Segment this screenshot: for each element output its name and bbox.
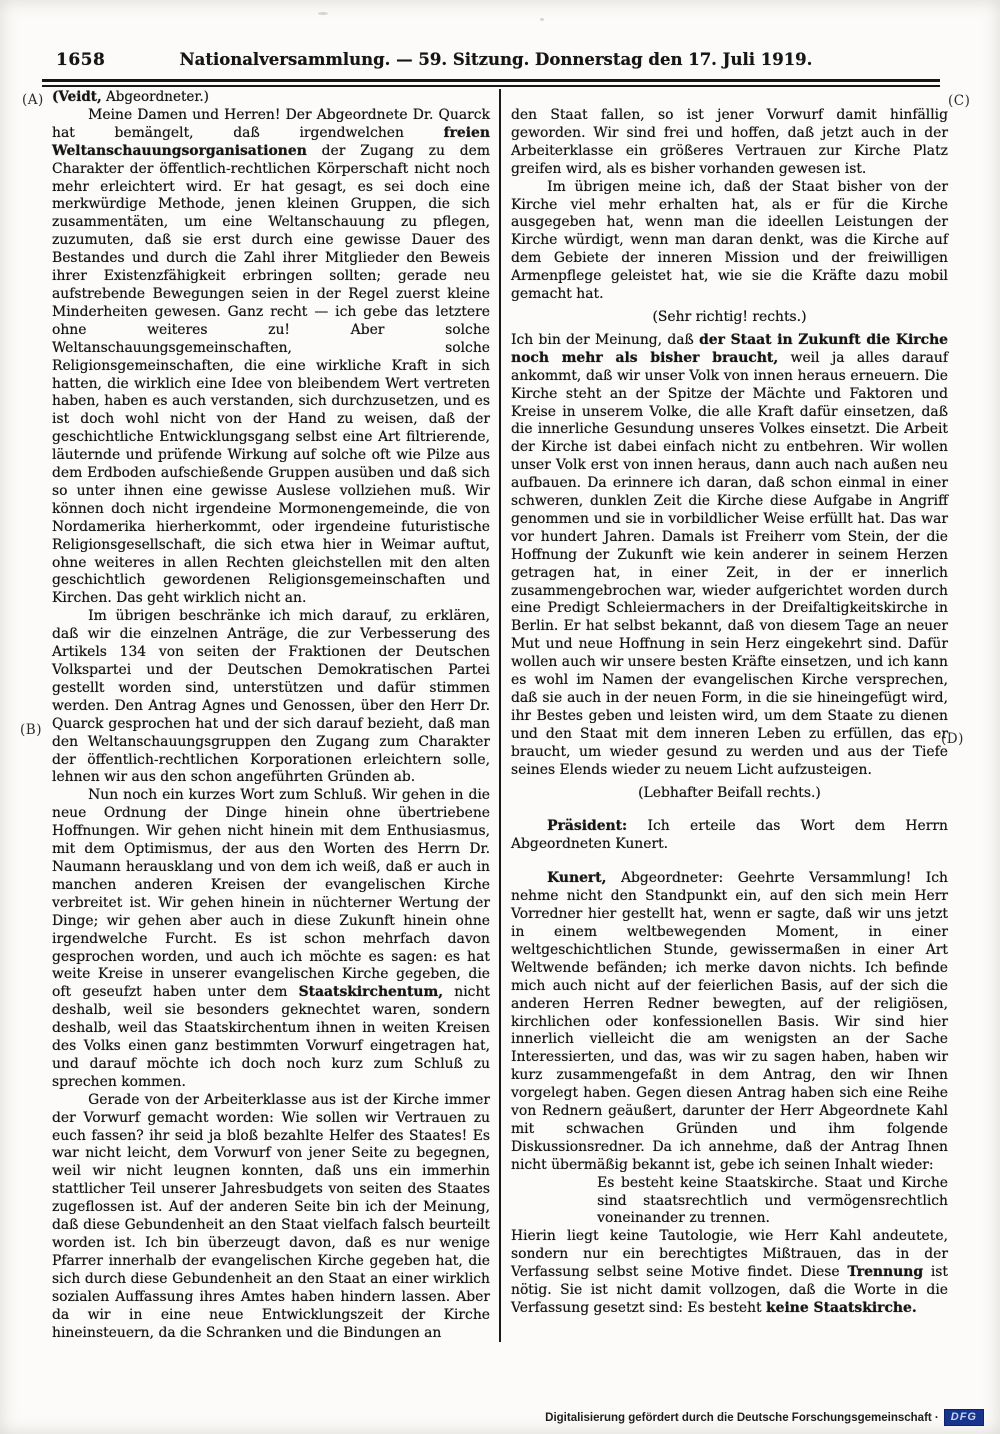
paragraph: Meine Damen und Herren! Der Abgeordnete Dr. Quarck hat bemängelt, daß irgendwelchen freien Weltanschauungsorganisationen der Zugang zu dem Charakter der öffentlich-rechtlichen Körperschaft nicht noch mehr erleichtert wird. Er hat gesagt, es sei doch eine merkwürdige Methode, jenen kleinen Gruppen, die sich zusammentäten, um eine Weltanschauung zu pflegen, zuzumuten, daß sie erst durch eine gewisse Dauer des Bestandes und durch die Zahl ihrer Mitglieder den Beweis ihrer Existenzfähigkeit erbringen sollten; gerade neu aufstrebende Bewegungen seien in der Regel zuerst kleine Minderheiten gewesen. Ganz recht — ich gebe das letztere ohne weiteres zu! Aber solche Weltanschauungsgemeinschaften, solche Religionsgemeinschaften, die eine wirkliche Kraft in sich hatten, die wirklich eine Idee von bleibendem Wert vertreten haben, haben es auch verstanden, sich durchzusetzen, und es ist doch wohl nicht von der Hand zu weisen, daß der geschichtliche Entwicklungsgang selbst eine Art filtrierende, läuternde und prüfende Wirkung auf solche oft wie Pilze aus dem Erdboden aufschießende Gruppen ausüben und daß sich so unter ihnen eine gewisse Auslese vollziehen muß. Wir können doch nicht irgendeine Mormonengemeinde, die von Nordamerika hierherkommt, oder irgendeine futuristische Religionsgesellschaft, die sich etwa hier in Weimar auftut, ohne weiteres in allen Rechten gleichstellen mit den alten geschichtlich gewordenen Religionsgemeinschaften und Kirchen. Das geht wirklich nicht an. (52, 106, 490, 607)
paragraph: den Staat fallen, so ist jener Vorwurf damit hinfällig geworden. Wir sind frei und hoffen, daß jetzt auch in der Arbeiterklasse ein größeres Vertrauen zur Kirche Platz greifen wird, als es bisher vorhanden gewesen ist. (511, 107, 948, 177)
scan-smudge (540, 18, 544, 21)
left-column (52, 89, 499, 1342)
text-columns (52, 89, 960, 1342)
page-header (52, 50, 940, 76)
scan-smudge (318, 12, 328, 15)
digitization-footer (545, 1409, 984, 1426)
margin-mark-b: (B) (20, 722, 42, 738)
stage-direction: (Sehr richtig! rechts.) (652, 308, 807, 325)
digitization-credit: Digitalisierung gefördert durch die Deutsche Forschungsgemeinschaft · (545, 1411, 939, 1424)
dfg-logo: DFG (944, 1409, 984, 1426)
margin-mark-a: (A) (22, 92, 44, 108)
paragraph: Präsident: Ich erteile das Wort dem Herrn Abgeordneten Kunert. (511, 818, 948, 853)
paragraph: Hierin liegt keine Tautologie, wie Herr Kahl andeutete, sondern nur ein berechtigtes Mißtrauen, das in der Verfassung selbst seine Motive findet. Diese Trennung ist nötig. Sie ist nicht damit vollzogen, daß die Worte in die Verfassung gesetzt sind: Es besteht keine Staatskirche. (511, 1228, 948, 1316)
stage-direction: (Lebhafter Beifall rechts.) (638, 784, 821, 801)
paragraph: Im übrigen meine ich, daß der Staat bisher von der Kirche viel mehr erhalten hat, als er für die Kirche ausgegeben hat, wenn man die ideellen Leistungen der Kirche würdigt, wenn man daran denkt, was die Kirche auf dem Gebiete der inneren Mission und der freiwilligen Armenpflege geleistet hat, wie sie die Kräfte dazu mobil gemacht hat. (511, 178, 948, 303)
page-number: 1658 (56, 50, 106, 70)
paragraph: Gerade von der Arbeiterklasse aus ist der Kirche immer der Vorwurf gemacht worden: Wie sollen wir Vertrauen zu euch fassen? ihr seid ja bloß bezahlte Helfer des Staates! Es war nicht leicht, dem Vorwurf von jener Seite zu begegnen, weil wir nicht leugnen konnten, daß uns ein immerhin stattlicher Teil unserer Jahresbudgets von seiten des Staates zugeflossen ist. Auf der anderen Seite bin ich der Meinung, daß diese Gebundenheit an den Staat vielfach falsch beurteilt worden ist. Ich bin überzeugt davon, daß es nur wenige Pfarrer innerhalb der evangelischen Kirche gegeben hat, die sich durch diese Gebundenheit an den Staat an einer wirklich sozialen Auffassung ihres Amtes haben hindern lassen. Aber da wir in eine neue Entwicklungszeit der Kirche hineinsteuern, da die Schranken und die Bindungen an (52, 1091, 490, 1341)
paragraph: Nun noch ein kurzes Wort zum Schluß. Wir gehen in die neue Ordnung der Dinge hinein ohne übertriebene Hoffnungen. Wir gehen nicht hinein mit dem Enthusiasmus, mit dem Optimismus, der aus den Worten des Herrn Dr. Naumann herausklang und von dem ich weiß, daß er auch in manchen anderen Kreisen der evangelischen Kirche verbreitet ist. Wir gehen hinein in nüchterner Wertung der Dinge; wir gehen aber auch in diese Zukunft hinein ohne irgendwelche Furcht. Es ist schon mehrfach davon gesprochen worden, und auch ich möchte es sagen: es hat weite Kreise in unserer evangelischen Kirche gegeben, die oft geseufzt haben unter dem Staatskirchentum, nicht deshalb, weil sie besonders geknechtet waren, sondern deshalb, weil das Staatskirchentum ihnen in weiten Kreisen des Volks einen ganz bestimmten Vorwurf eingetragen hat, und darauf möchte ich doch noch kurz zum Schluß zu sprechen kommen. (52, 787, 490, 1090)
block-quote: Es besteht keine Staatskirche. Staat und Kirche sind staatsrechtlich und vermögensrechtlich voneinander zu trennen. (597, 1174, 948, 1227)
right-column (501, 89, 948, 1342)
paragraph: Im übrigen beschränke ich mich darauf, zu erklären, daß wir die einzelnen Anträge, die zur Verbesserung des Artikels 134 von seiten der Fraktionen der Deutschen Volkspartei und der Deutschen Demokratischen Partei gestellt worden sind, unterstützen und dafür stimmen werden. Den Antrag Agnes und Genossen, über den Herr Dr. Quarck gesprochen hat und der sich darauf bezieht, daß man den Weltanschauungsgruppen den Zugang zum Charakter der öffentlich-rechtlichen Korporationen erleichtern solle, lehnen wir aus den schon angeführten Gründen ab. (52, 608, 490, 786)
margin-mark-d: (D) (941, 731, 964, 747)
header-rule (42, 79, 940, 87)
paragraph: Kunert, Abgeordneter: Geehrte Versammlung! Ich nehme nicht den Standpunkt ein, auf den sich mein Herr Vorredner hier gestellt hat, wenn er sagte, daß wir uns jetzt in einem weltbewegenden Moment, in einer weltgeschichtlichen Stunde, gewissermaßen in einer Art Weltwende befänden; ich merke davon nichts. Ich befinde mich auch nicht auf der feierlichen Basis, auf der sich die anderen Herren Redner bewegten, auf der religiösen, kirchlichen oder konfessionellen Basis. Wir sind hier innerlich vielleicht die am wenigsten an der Sache Interessierten, und das, was wir zu sagen haben, haben wir kurz zusammengefaßt in dem Antrag, den wir Ihnen vorgelegt haben. Gegen diesen Antrag haben sich eine Reihe von Rednern geäußert, darunter der Herr Abgeordnete Kahl mit schwachen Gründen und ihm folgende Diskussionsredner. Da ich annehme, daß der Antrag Ihnen nicht übermäßig bekannt ist, gebe ich seinen Inhalt wieder: (511, 870, 948, 1173)
page-title: Nationalversammlung. — 59. Sitzung. Donnerstag den 17. Juli 1919. (179, 50, 813, 69)
paragraph: Ich bin der Meinung, daß der Staat in Zukunft die Kirche noch mehr als bisher braucht, weil ja alles darauf ankommt, daß wir unser Volk von innen heraus erneuern. Die Kirche steht an der Spitze der Mächte und Faktoren und Kreise in unserem Volke, die alle Kraft dafür einsetzen, daß die innerliche Gesundung unseres Volkes einsetzt. Die Arbeit der Kirche ist dabei einfach nicht zu entbehren. Wir wollen unser Volk erst von innen heraus, dann auch nach außen neu aufbauen. Da erinnere ich daran, daß schon einmal in einer schweren, dunklen Zeit die Kirche diese Aufgabe in Angriff genommen und sie in vorbildlicher Weise erfüllt hat. Das war vor hundert Jahren. Damals ist Freiherr vom Stein, der die Hoffnung der Zukunft wie kein anderer in seinem Herzen getragen hat, in einer Zeit, in der er innerlich zusammengebrochen war, wieder aufgerichtet worden durch eine Predigt Schleiermachers in der Dreifaltigkeitskirche in Berlin. Er hat selbst bekannt, daß von diesem Tage an neuer Mut und neue Hoffnung in sein Herz eingekehrt sind. Dafür wollen auch wir unsere besten Kräfte einsetzen, und ich kann es wohl im Namen der evangelischen Kirche versprechen, daß sie auch in der neuen Form, in die sie hineingefügt wird, ihr Bestes geben und leisten wird, um dem Staate zu dienen und den Staat mit dem inneren Leben zu erfüllen, das er braucht, um wieder gesund zu werden und aus der Tiefe seines Elends wieder zu neuem Licht aufzusteigen. (511, 331, 948, 778)
margin-mark-c: (C) (948, 93, 971, 109)
speaker-continuation-note: (Veidt, Abgeordneter.) (52, 89, 209, 105)
